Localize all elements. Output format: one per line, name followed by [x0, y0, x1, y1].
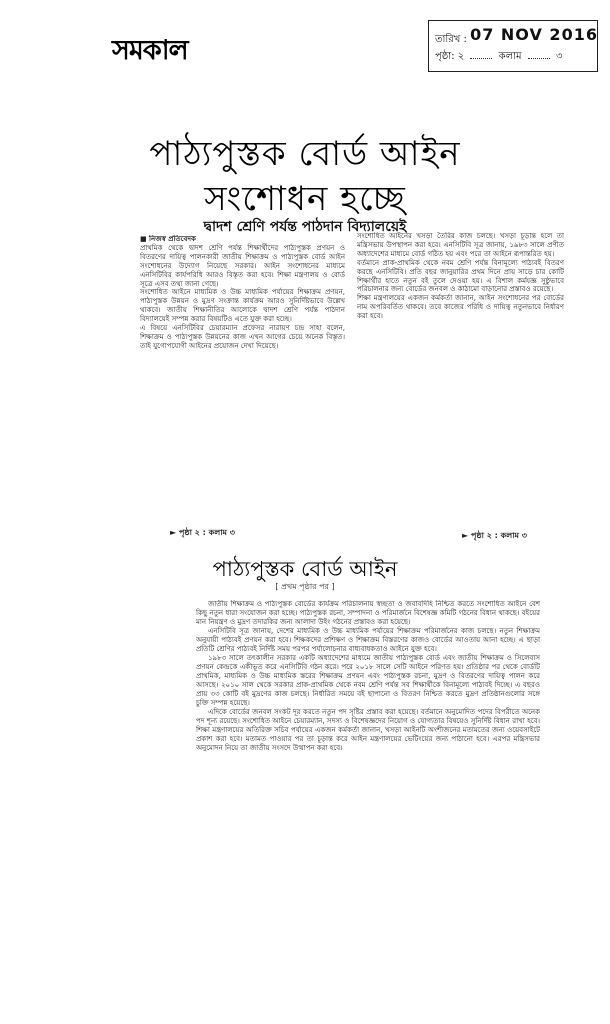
article-paragraph: সংশোধিত আইনে মাধ্যমিক ও উচ্চ মাধ্যমিক পর্যায়ের শিক্ষাক্রম প্রণয়ন, পাঠ্যপুস্তক উন্নয়ন ও মুদ্রণ সংক্রান্ত কার্যক্রম আরও সুনির্দিষ্টভাবে উল্লেখ থাকবে। জাতীয় শিক্ষানীতির আলোকে দ্বাদশ শ্রেণি পর্যন্ত পাঠদান বিদ্যালয়েই সম্পন্ন করার বিষয়টিও এতে যুক্ত করা হচ্ছে।	[140, 288, 345, 324]
continuation-headline: পাঠ্যপুস্তক বোর্ড আইন	[212, 557, 398, 581]
stamp-page-value: ২	[457, 51, 465, 62]
article-byline: ■ নিজস্ব প্রতিবেদক	[140, 235, 196, 243]
newspaper-masthead: সমকাল	[112, 35, 188, 66]
article-subheadline: দ্বাদশ শ্রেণি পর্যন্ত পাঠদান বিদ্যালয়েই	[203, 219, 407, 235]
article-headline-line1: পাঠ্যপুস্তক বোর্ড আইন	[149, 134, 461, 174]
continuation-subline: [ প্রথম পৃষ্ঠার পর ]	[275, 582, 335, 591]
stamp-page-label: পৃষ্ঠা:	[435, 51, 455, 62]
stamp-blank	[528, 58, 550, 59]
stamp-column-value: ৩	[555, 51, 563, 62]
stamp-column-label: কলাম	[498, 51, 522, 62]
article-headline-line2: সংশোধন হচ্ছে	[204, 179, 406, 219]
stamp-date-value: 07 NOV 2016	[470, 25, 598, 44]
clipping-stamp	[428, 20, 598, 72]
stamp-blank	[470, 58, 492, 59]
continuation-paragraph: এনসিটিবি সূত্র জানায়, দেশের মাধ্যমিক ও উচ্চ মাধ্যমিক পর্যায়ের শিক্ষাক্রম পরিমার্জনের কাজ চলছে। নতুন শিক্ষাক্রম অনুযায়ী পাঠ্যবই প্রণয়ন করা হবে। শিক্ষকদের প্রশিক্ষণ ও শিক্ষাক্রম বিস্তরণের কাজও বোর্ডের আওতায় আনা হচ্ছে। এ ছাড়া প্রতিটি শ্রেণির পাঠ্যবই নির্দিষ্ট সময় পরপর পর্যালোচনার বাধ্যবাধকতাও আইনে যুক্ত হবে।	[196, 627, 540, 653]
stamp-page-row	[435, 49, 562, 66]
article-paragraph: প্রাথমিক থেকে দ্বাদশ শ্রেণি পর্যন্ত শিক্ষার্থীদের পাঠ্যপুস্তক প্রণয়ন ও বিতরণের দায়িত্ব পালনকারী জাতীয় শিক্ষাক্রম ও পাঠ্যপুস্তক বোর্ড আইন সংশোধনের উদ্যোগ নিয়েছে সরকার। আইন সংশোধনের মাধ্যমে এনসিটিবির কার্যপরিধি আরও বিস্তৃত করা হবে। শিক্ষা মন্ত্রণালয় ও বোর্ড সূত্রে এসব তথ্য জানা গেছে।	[140, 243, 345, 288]
continuation-paragraph: জাতীয় শিক্ষাক্রম ও পাঠ্যপুস্তক বোর্ডের কার্যক্রম পরিচালনায় স্বচ্ছতা ও জবাবদিহি নিশ্চিত করতে সংশোধিত আইনে বেশ কিছু নতুন ধারা সংযোজন করা হচ্ছে। পাঠ্যপুস্তক রচনা, সম্পাদনা ও পরিমার্জনে বিশেষজ্ঞ কমিটি গঠনের বিধান থাকছে। বইয়ের মান নিয়ন্ত্রণ ও মুদ্রণ তদারকির জন্য আলাদা উইং গঠনের প্রস্তাবও করা হয়েছে।	[196, 600, 540, 626]
continuation-paragraph: এদিকে বোর্ডের জনবল সংকট দূর করতে নতুন পদ সৃষ্টির প্রস্তাব করা হয়েছে। বর্তমানে অনুমোদিত পদের বিপরীতে অনেক পদ শূন্য রয়েছে। সংশোধিত আইনে চেয়ারম্যান, সদস্য ও বিশেষজ্ঞদের নিয়োগ ও যোগ্যতার বিষয়েও সুনির্দিষ্ট বিধান রাখা হবে। শিক্ষা মন্ত্রণালয়ের অতিরিক্ত সচিব পর্যায়ের একজন কর্মকর্তা জানান, খসড়া আইনটি অংশীজনের মতামতের জন্য ওয়েবসাইটে প্রকাশ করা হবে। মতামত পাওয়ার পর তা চূড়ান্ত করে আইন মন্ত্রণালয়ের ভেটিংয়ের জন্য পাঠানো হবে। এরপর মন্ত্রিসভার অনুমোদন নিয়ে তা জাতীয় সংসদে উত্থাপন করা হবে।	[196, 708, 540, 752]
stamp-date-label: তারিখ :	[435, 34, 467, 45]
article-paragraph: সংশোধিত আইনের খসড়া তৈরির কাজ চলছে। খসড়া চূড়ান্ত হলে তা মন্ত্রিসভায় উপস্থাপন করা হবে। এনসিটিবি সূত্র জানায়, ১৯৮৩ সালে প্রণীত অধ্যাদেশের মাধ্যমে বোর্ড গঠিত হয় এবং পরে তা আইনে রূপান্তরিত হয়।	[357, 232, 564, 258]
continuation-paragraph: ১৯৮৩ সালে তৎকালীন সরকার একটি অধ্যাদেশের মাধ্যমে জাতীয় পাঠ্যপুস্তক বোর্ড এবং জাতীয় শিক্ষাক্রম ও সিলেবাস প্রণয়ন কেন্দ্রকে একীভূত করে এনসিটিবি গঠন করে। পরে ২০১৮ সালে সেটি আইনে পরিণত হয়। প্রতিষ্ঠার পর থেকে বোর্ডটি প্রাথমিক, মাধ্যমিক ও উচ্চ মাধ্যমিক স্তরের শিক্ষাক্রম প্রণয়ন এবং পাঠ্যপুস্তক রচনা, মুদ্রণ ও বিতরণের দায়িত্ব পালন করে আসছে। ২০১০ সাল থেকে সরকার প্রাক-প্রাথমিক থেকে নবম শ্রেণি পর্যন্ত সব শিক্ষার্থীকে বিনামূল্যে পাঠ্যবই দিচ্ছে। এ বছরও প্রায় ৩৩ কোটি বই মুদ্রণের কাজ চলছে। নির্ধারিত সময়ে বই ছাপানো ও বিতরণ নিশ্চিত করতে মুদ্রণ প্রতিষ্ঠানগুলোর সঙ্গে চুক্তি সম্পন্ন হয়েছে।	[196, 654, 540, 707]
left-column-jump-line: ► পৃষ্ঠা ২ : কলাম ৩	[170, 528, 235, 537]
article-right-column	[357, 232, 564, 532]
continuation-body	[196, 600, 540, 1005]
stamp-date-row	[435, 27, 598, 49]
article-paragraph: শিক্ষা মন্ত্রণালয়ের একজন কর্মকর্তা জানান, আইন সংশোধনের পর বোর্ডের নাম অপরিবর্তিত থাকবে। তবে কাজের পরিধি ও দায়িত্ব নতুনভাবে নির্ধারণ করা হবে।	[357, 294, 564, 321]
article-left-column	[140, 235, 345, 525]
article-paragraph: বর্তমানে প্রাক-প্রাথমিক থেকে নবম শ্রেণি পর্যন্ত বিনামূল্যে পাঠ্যবই বিতরণ করছে এনসিটিবি। প্রতি বছর জানুয়ারির প্রথম দিনে প্রায় সাড়ে চার কোটি শিক্ষার্থীর হাতে নতুন বই তুলে দেওয়া হয়। এ বিশাল কর্মযজ্ঞ সুষ্ঠুভাবে পরিচালনার জন্য বোর্ডের জনবল ও কাঠামো বাড়ানোর প্রস্তাবও রয়েছে।	[357, 258, 564, 294]
right-column-jump-line: ► পৃষ্ঠা ২ : কলাম ৩	[462, 531, 527, 540]
article-paragraph: এ বিষয়ে এনসিটিবির চেয়ারম্যান প্রফেসর নারায়ণ চন্দ্র সাহা বলেন, শিক্ষাক্রম ও পাঠ্যপুস্তক উন্নয়নের কাজ এখন আগের চেয়ে অনেক বিস্তৃত। তাই যুগোপযোগী আইনের প্রয়োজন দেখা দিয়েছে।	[140, 324, 345, 350]
